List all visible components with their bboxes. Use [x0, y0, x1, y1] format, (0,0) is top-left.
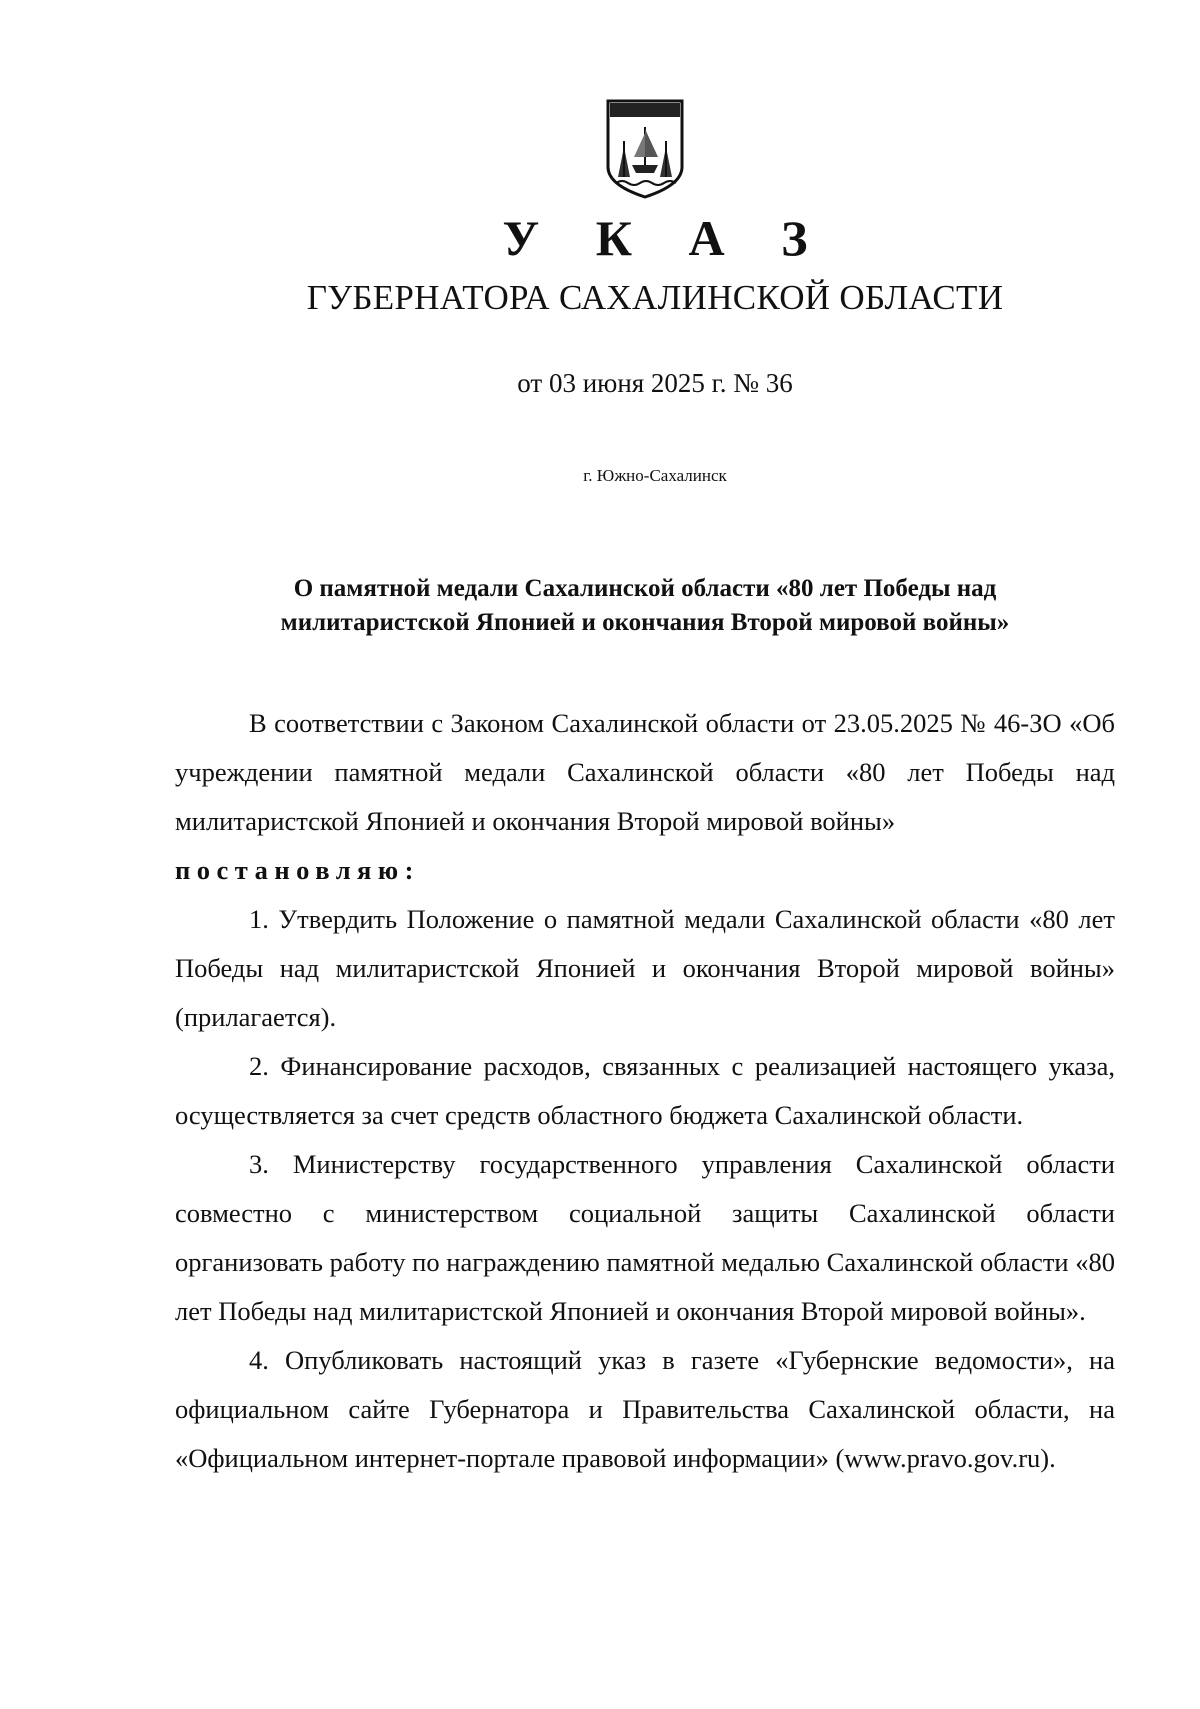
coat-of-arms-icon	[600, 97, 690, 201]
preamble-paragraph: В соответствии с Законом Сахалинской области от 23.05.2025 № 46-ЗО «Об учреждении памятной медали Сахалинской области «80 лет Победы над милитаристской Японией и окончания Второй мировой войны»	[175, 708, 1115, 836]
decree-subtitle: ГУБЕРНАТОРА САХАЛИНСКОЙ ОБЛАСТИ	[306, 278, 1004, 317]
decree-body	[175, 699, 1115, 1483]
item-paragraph-3: 3. Министерству государственного управления Сахалинской области совместно с министерством социальной защиты Сахалинской области организовать работу по награждению памятной медалью Сахалинской области «80 лет Победы над милитаристской Японией и окончания Второй мировой войны».	[175, 1149, 1115, 1326]
decree-city: г. Южно-Сахалинск	[583, 466, 727, 485]
decree-title: У К А З	[502, 210, 830, 266]
decree-date-number: от 03 июня 2025 г. № 36	[517, 368, 793, 398]
item-paragraph-4: 4. Опубликовать настоящий указ в газете «Губернские ведомости», на официальном сайте Губернатора и Правительства Сахалинской области, на «Официальном интернет-портале правовой информации» (www.pravo.gov.ru).	[175, 1345, 1115, 1473]
item-paragraph-2: 2. Финансирование расходов, связанных с реализацией настоящего указа, осуществляется за счет средств областного бюджета Сахалинской области.	[175, 1051, 1115, 1130]
resolve-word: постановляю:	[175, 855, 420, 885]
decree-heading	[175, 572, 1115, 640]
decree-heading-line-1: О памятной медали Сахалинской области «80 лет Победы над	[293, 575, 997, 602]
decree-heading-line-2: милитаристской Японией и окончания Второй мировой войны»	[280, 609, 1010, 636]
item-paragraph-1: 1. Утвердить Положение о памятной медали Сахалинской области «80 лет Победы над милитаристской Японией и окончания Второй мировой войны» (прилагается).	[175, 904, 1115, 1032]
